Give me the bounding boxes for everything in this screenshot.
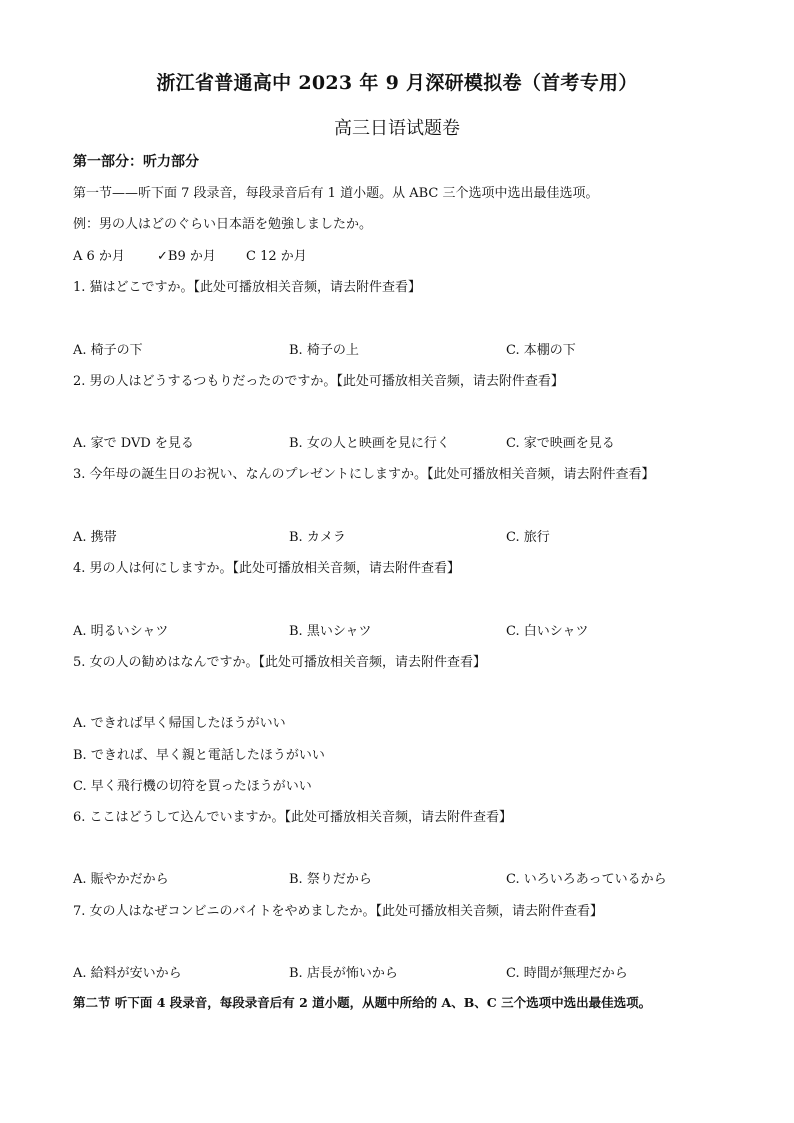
q1-option-c: C. 本棚の下 xyxy=(506,343,576,358)
question-4: 4. 男の人は何にしますか。【此处可播放相关音频，请去附件查看】 xyxy=(73,561,461,576)
question-6: 6. ここはどうして込んでいますか。【此处可播放相关音频，请去附件查看】 xyxy=(73,810,513,825)
question-1: 1. 猫はどこですか。【此处可播放相关音频，请去附件查看】 xyxy=(73,280,422,295)
q5-option-a: A. できれば早く帰国したほうがいい xyxy=(73,716,286,731)
example-option-a: A 6 か月 xyxy=(73,249,125,264)
question-7: 7. 女の人はなぜコンビニのバイトをやめましたか。【此处可播放相关音频，请去附件查看】 xyxy=(73,904,604,919)
q2-option-a: A. 家で DVD を見る xyxy=(73,436,194,451)
q1-option-a: A. 椅子の下 xyxy=(73,343,143,358)
q4-option-c: C. 白いシャツ xyxy=(506,624,589,639)
question-5: 5. 女の人の勧めはなんですか。【此处可播放相关音频，请去附件查看】 xyxy=(73,655,487,670)
example-question: 例：男の人はどのぐらい日本語を勉強しましたか。 xyxy=(73,217,373,232)
q3-option-c: C. 旅行 xyxy=(506,530,550,545)
q1-option-b: B. 椅子の上 xyxy=(289,343,359,358)
example-option-b-correct: ✓B9 か月 xyxy=(157,249,216,264)
section1-instruction: 第一节——听下面 7 段录音，每段录音后有 1 道小题。从 ABC 三个选项中选出最佳选项。 xyxy=(73,186,599,201)
question-3: 3. 今年母の誕生日のお祝い、なんのプレゼントにしますか。【此处可播放相关音频，请去附件查看】 xyxy=(73,467,655,482)
q3-option-a: A. 携帯 xyxy=(73,530,117,545)
q4-option-b: B. 黒いシャツ xyxy=(289,624,372,639)
q6-option-b: B. 祭りだから xyxy=(289,872,372,887)
q4-option-a: A. 明るいシャツ xyxy=(73,624,169,639)
q3-option-b: B. カメラ xyxy=(289,530,346,545)
q5-option-c: C. 早く飛行機の切符を買ったほうがいい xyxy=(73,779,312,794)
q7-option-c: C. 時間が無理だから xyxy=(506,966,628,981)
q2-option-b: B. 女の人と映画を見に行く xyxy=(289,436,450,451)
page-title: 浙江省普通高中 2023 年 9 月深研模拟卷（首考专用） xyxy=(156,72,638,94)
page-subtitle: 高三日语试题卷 xyxy=(334,118,460,139)
q6-option-c: C. いろいろあっているから xyxy=(506,872,667,887)
q7-option-a: A. 給料が安いから xyxy=(73,966,182,981)
q6-option-a: A. 賑やかだから xyxy=(73,872,169,887)
example-option-c: C 12 か月 xyxy=(246,249,307,264)
question-2: 2. 男の人はどうするつもりだったのですか。【此处可播放相关音频，请去附件查看】 xyxy=(73,374,564,389)
section2-instruction: 第二节 听下面 4 段录音，每段录音后有 2 道小题，从题中所给的 A、B、C 三个选项中选出最佳选项。 xyxy=(73,995,652,1010)
q5-option-b: B. できれば、早く親と電話したほうがいい xyxy=(73,748,325,763)
q2-option-c: C. 家で映画を見る xyxy=(506,436,615,451)
q7-option-b: B. 店長が怖いから xyxy=(289,966,398,981)
part1-heading: 第一部分：听力部分 xyxy=(73,154,199,170)
